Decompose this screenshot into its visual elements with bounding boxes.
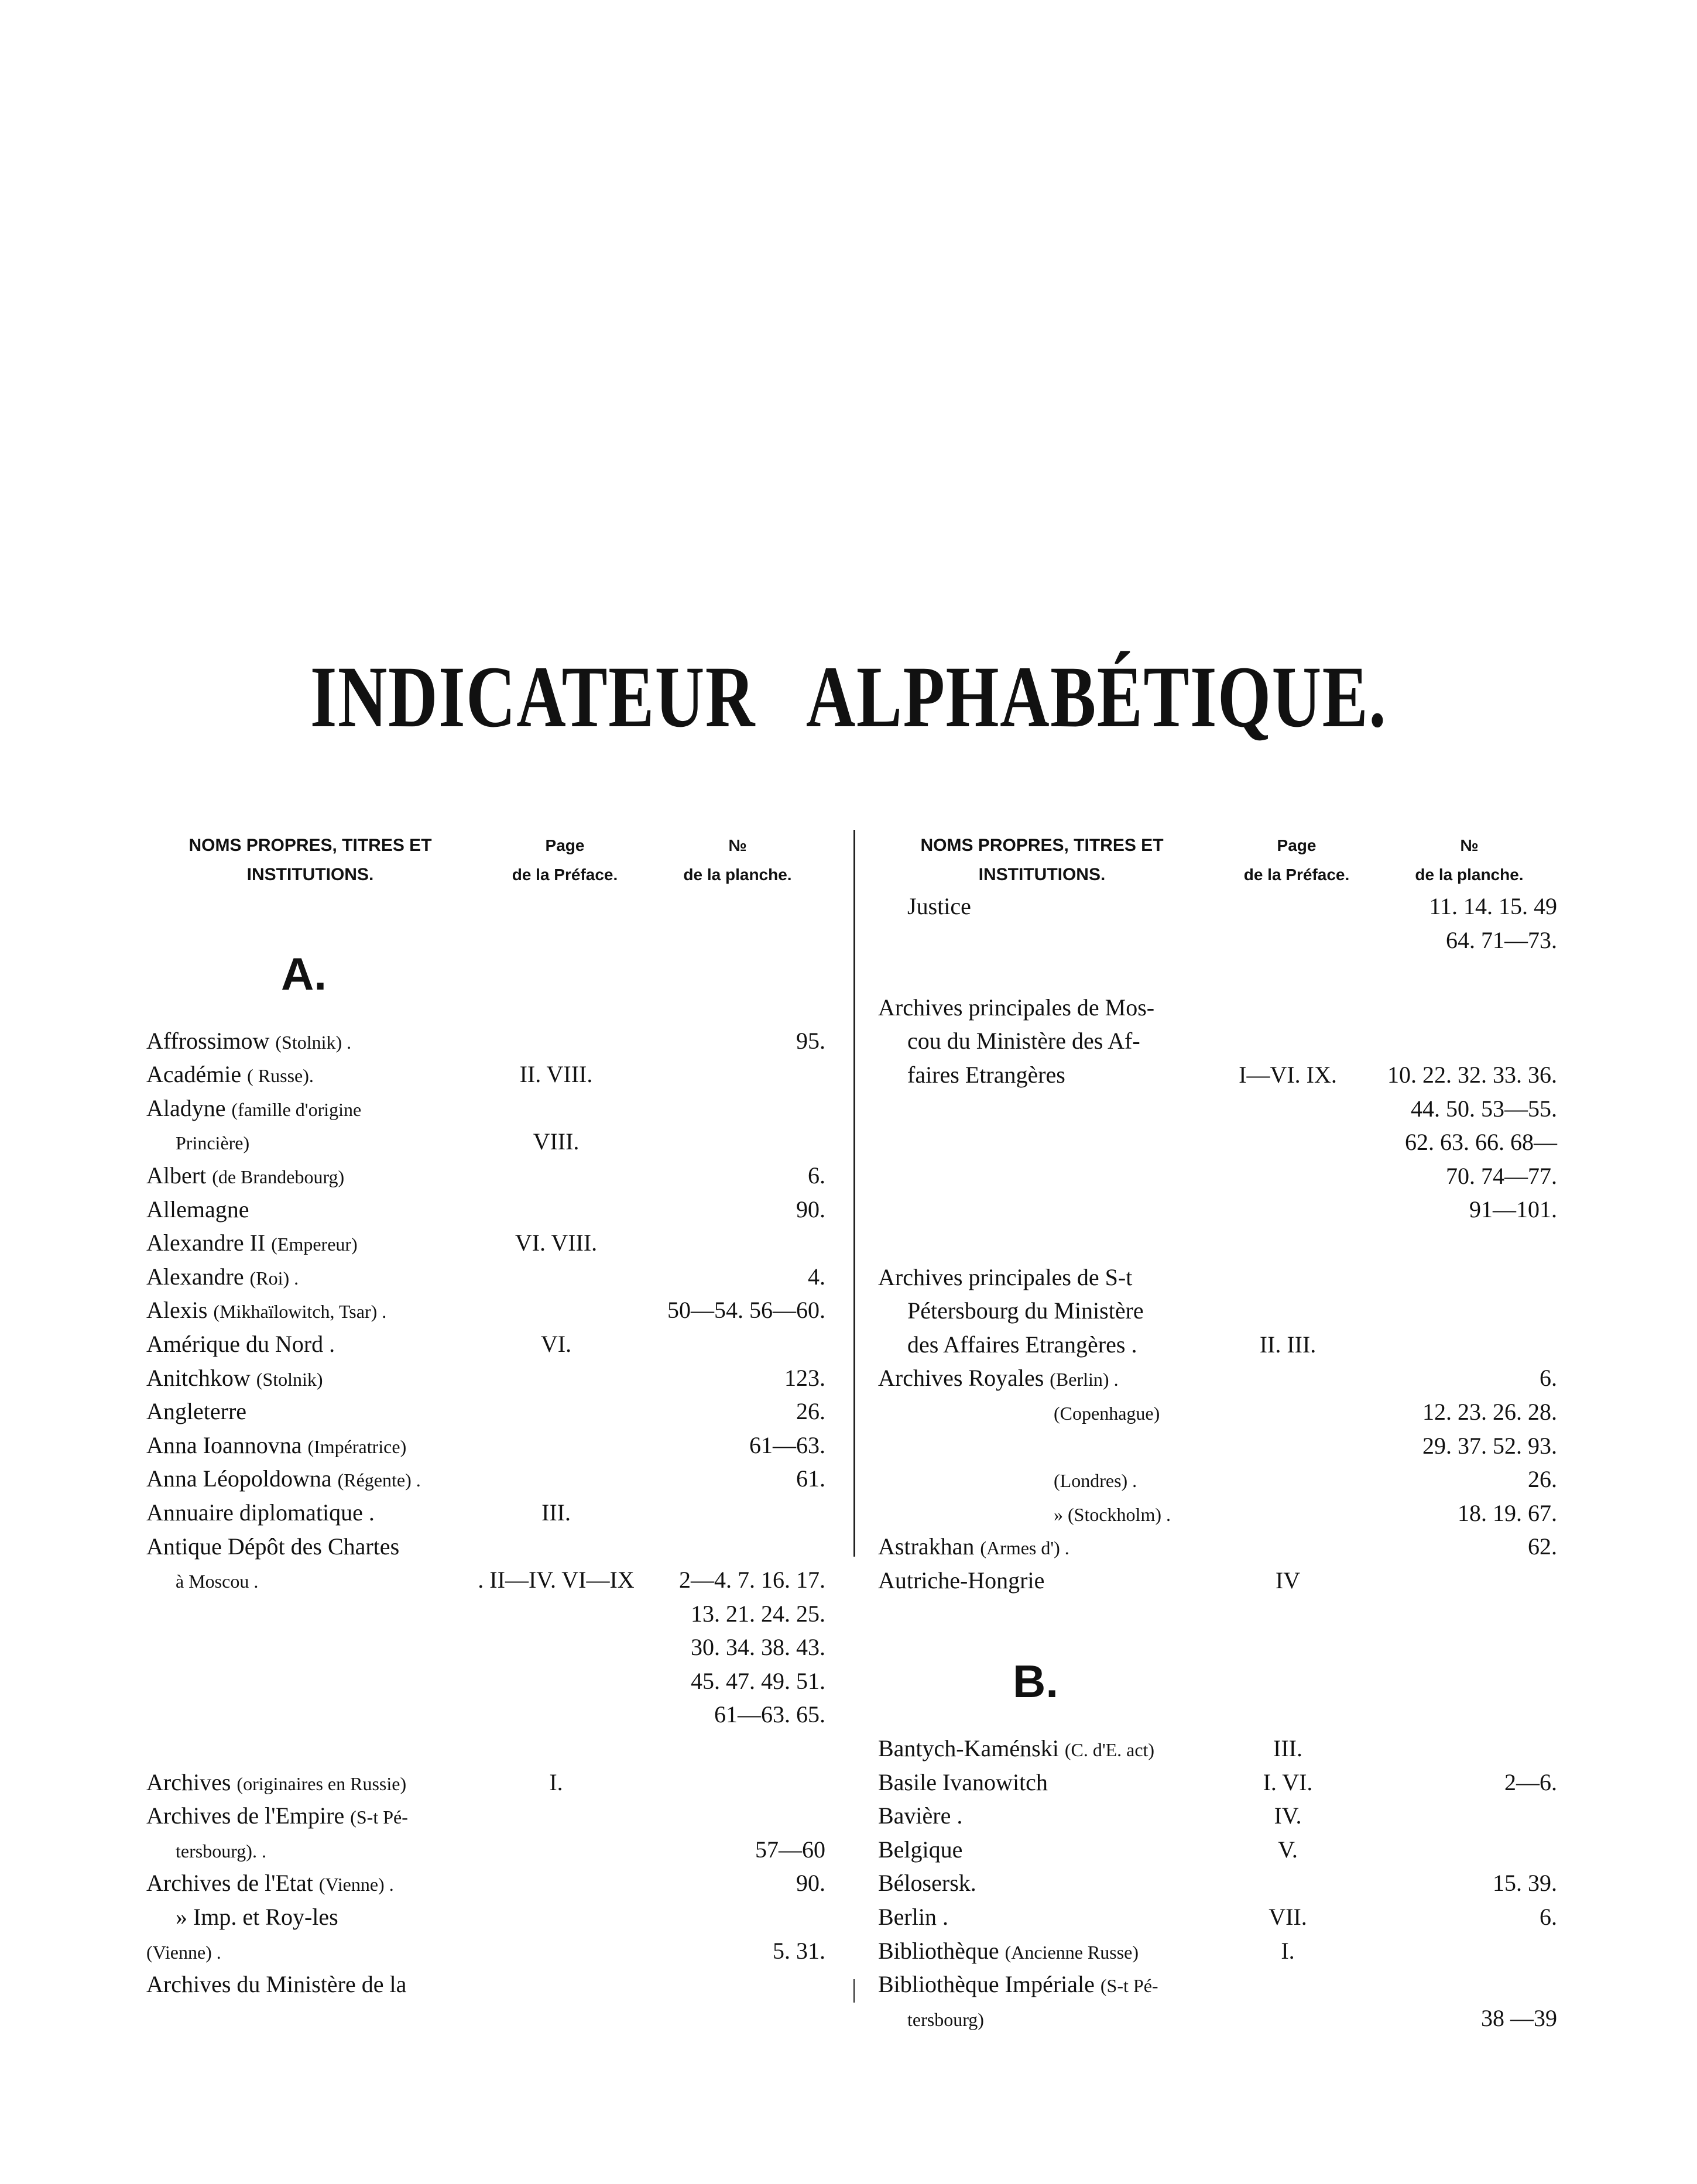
index-entry <box>878 1530 1563 1564</box>
index-entry <box>878 923 1563 957</box>
entry-plate-number: 61—63. 65. <box>714 1701 825 1728</box>
entry-plate-number: 61. <box>796 1465 825 1492</box>
entry-name-text: Antique Dépôt des Chartes <box>146 1533 400 1560</box>
index-entry <box>146 1327 831 1361</box>
header-names: NOMS PROPRES, TITRES ET INSTITUTIONS. <box>188 836 432 884</box>
blank-row <box>146 890 831 923</box>
blank-row <box>878 1227 1563 1261</box>
entry-preface-page: III. <box>1273 1735 1302 1762</box>
entry-name <box>146 1024 351 1060</box>
entry-name <box>878 1900 948 1936</box>
entry-plate-number: 13. 21. 24. 25. <box>691 1600 825 1627</box>
entry-qualifier: à Moscou . <box>176 1571 259 1592</box>
entry-name-text: Allemagne <box>146 1196 249 1223</box>
entry-name <box>878 1967 1158 2003</box>
index-entry <box>878 1564 1563 1598</box>
entry-name <box>878 1866 976 1902</box>
entry-name <box>176 1563 258 1599</box>
entry-name-text: Angleterre <box>146 1398 247 1425</box>
entry-name <box>146 1934 221 1970</box>
entry-name-text: Albert <box>146 1162 207 1189</box>
entry-name <box>176 1125 249 1160</box>
entry-preface-page: III. <box>541 1499 571 1526</box>
entry-name <box>1054 1496 1171 1532</box>
entry-name <box>146 1091 361 1127</box>
entry-qualifier: (S-t Pé- <box>350 1807 408 1828</box>
index-entry <box>146 1125 831 1159</box>
entry-name <box>146 1193 249 1228</box>
entry-qualifier: (Ancienne Russe) <box>1005 1941 1139 1963</box>
index-entry <box>878 1934 1563 1968</box>
entry-name <box>146 1057 314 1093</box>
column-header <box>878 831 1563 890</box>
entry-name <box>146 1361 323 1397</box>
entry-plate-number: 29. 37. 52. 93. <box>1422 1432 1557 1459</box>
entry-plate-number: 123. <box>784 1364 825 1391</box>
entry-name <box>146 1159 344 1194</box>
entry-name-text: Bélosersk. <box>878 1870 976 1897</box>
index-entry <box>146 1260 831 1294</box>
left-column <box>146 831 831 2001</box>
entry-name-text: Basile Ivanowitch <box>878 1769 1048 1795</box>
entry-name-text: Anna Léopoldowna <box>146 1465 332 1492</box>
entry-name <box>146 1799 408 1835</box>
blank-row <box>878 1597 1563 1631</box>
entry-name <box>878 1261 1132 1296</box>
entry-name <box>1054 1462 1137 1498</box>
entry-plate-number: 6. <box>808 1162 825 1189</box>
section-letter <box>146 923 831 1024</box>
index-entry <box>146 1226 831 1260</box>
entry-name-text: Astrakhan <box>878 1533 975 1560</box>
index-entry <box>878 1395 1563 1429</box>
header-page: Page de la Préface. <box>512 836 618 884</box>
entry-name-text: Berlin . <box>878 1904 948 1931</box>
index-entry <box>878 1294 1563 1328</box>
index-entry <box>878 1732 1563 1766</box>
entry-qualifier: (originaires en Russie) <box>236 1773 407 1794</box>
entry-name <box>146 1395 246 1430</box>
entry-plate-number: 6. <box>1540 1365 1557 1392</box>
entry-plate-number: 44. 50. 53—55. <box>1411 1095 1557 1122</box>
entry-name-text: Archives du Ministère de la <box>146 1971 407 1998</box>
entry-name-text: Académie <box>146 1061 242 1088</box>
index-entry <box>878 2001 1563 2035</box>
entry-plate-number: 90. <box>796 1870 825 1897</box>
index-entry <box>878 1496 1563 1530</box>
page-title: INDICATEUR ALPHABÉTIQUE. <box>310 648 1387 746</box>
index-entry <box>146 1395 831 1428</box>
index-entry <box>146 1900 831 1934</box>
entry-name <box>878 1732 1154 1767</box>
entry-name-text: » Imp. et Roy-les <box>176 1904 338 1931</box>
entry-name <box>878 1934 1139 1970</box>
entry-plate-number: 91—101. <box>1469 1196 1557 1223</box>
entry-preface-page: VIII. <box>533 1128 580 1155</box>
entry-qualifier: (Roi) . <box>249 1267 299 1289</box>
index-entry <box>146 1091 831 1125</box>
entry-plate-number: 57—60 <box>755 1836 825 1863</box>
entry-name <box>878 991 1154 1026</box>
index-entry <box>146 1057 831 1091</box>
entry-qualifier: ( Russe). <box>247 1065 314 1087</box>
entry-name <box>146 1766 406 1801</box>
entry-name <box>907 1024 1140 1060</box>
index-entry <box>878 1866 1563 1900</box>
entry-plate-number: 50—54. 56—60. <box>667 1297 825 1324</box>
index-entry <box>146 1630 831 1664</box>
index-entry <box>878 1833 1563 1867</box>
entry-name <box>907 890 971 925</box>
entry-preface-page: I. <box>1281 1937 1295 1964</box>
entry-name <box>176 1833 266 1869</box>
entry-name <box>146 1967 406 2003</box>
header-plate: № de la planche. <box>1415 836 1524 884</box>
entry-preface-page: IV <box>1275 1567 1301 1594</box>
entry-name-text: Archives de l'Etat <box>146 1870 313 1897</box>
header-plate: № de la planche. <box>683 836 792 884</box>
entry-name-text: Alexandre II <box>146 1230 266 1256</box>
entry-name <box>878 1530 1069 1565</box>
right-column <box>878 831 1563 2035</box>
entry-name-text: Anitchkow <box>146 1364 251 1391</box>
entry-name <box>878 1564 1044 1599</box>
entry-name <box>907 1328 1137 1364</box>
entry-name-text: Bavière . <box>878 1802 963 1829</box>
entry-preface-page: V. <box>1278 1836 1298 1863</box>
entry-qualifier: (Londres) . <box>1054 1470 1137 1492</box>
entry-qualifier: (Armes d') . <box>980 1537 1069 1559</box>
entry-preface-page: VI. <box>540 1330 572 1357</box>
index-entry <box>146 1530 831 1564</box>
column-header <box>146 831 831 890</box>
entry-name-text: Justice <box>907 893 971 919</box>
index-entry <box>146 1024 831 1058</box>
entry-plate-number: 10. 22. 32. 33. 36. <box>1387 1061 1557 1088</box>
header-names: NOMS PROPRES, TITRES ET INSTITUTIONS. <box>920 836 1164 884</box>
entry-qualifier: (Mikhaïlowitch, Tsar) . <box>213 1301 387 1323</box>
index-entries-right <box>878 890 1563 2035</box>
entry-plate-number: 26. <box>796 1398 825 1425</box>
entry-qualifier: (Vienne) . <box>146 1941 221 1963</box>
entry-name <box>146 1293 386 1329</box>
index-entry <box>878 1462 1563 1496</box>
entry-name-text: Archives <box>146 1769 231 1795</box>
index-entry <box>878 1799 1563 1833</box>
entry-qualifier: (Berlin) . <box>1050 1369 1119 1390</box>
entry-preface-page: VI. VIII. <box>515 1230 598 1256</box>
entry-qualifier: (Vienne) . <box>318 1874 394 1895</box>
entry-name <box>907 1058 1065 1094</box>
entry-name <box>1054 1395 1160 1431</box>
entry-qualifier: (de Brandebourg) <box>212 1166 345 1187</box>
section-letter <box>878 1631 1563 1732</box>
entry-name-text: Archives principales de Mos- <box>878 994 1155 1021</box>
index-entry <box>146 1698 831 1732</box>
entry-name-text: Belgique <box>878 1836 963 1863</box>
index-entry <box>878 1429 1563 1463</box>
entry-name <box>146 1260 299 1296</box>
entry-name <box>146 1866 394 1902</box>
index-entry <box>878 1125 1563 1159</box>
entry-name-text: Aladyne <box>146 1094 226 1121</box>
entry-plate-number: 15. 39. <box>1493 1870 1557 1897</box>
index-entry <box>878 1193 1563 1227</box>
entry-name-text: cou du Ministère des Af- <box>907 1028 1140 1055</box>
entry-name-text: faires Etrangères <box>907 1061 1065 1088</box>
entry-qualifier: (S-t Pé- <box>1100 1975 1158 1997</box>
entry-plate-number: 2—4. 7. 16. 17. <box>679 1567 825 1594</box>
blank-row <box>146 1732 831 1766</box>
index-entry <box>146 1193 831 1227</box>
entry-qualifier: tersbourg) <box>907 2008 984 2030</box>
index-entry <box>146 1597 831 1631</box>
entry-plate-number: 18. 19. 67. <box>1458 1499 1557 1526</box>
entry-preface-page: VII. <box>1269 1904 1307 1931</box>
entry-name-text: Bantych-Kaménski <box>878 1735 1059 1762</box>
index-entry <box>878 1900 1563 1934</box>
entry-name-text: Pétersbourg du Ministère <box>907 1297 1144 1324</box>
entry-plate-number: 45. 47. 49. 51. <box>691 1667 825 1694</box>
column-divider <box>853 830 855 1557</box>
entry-preface-page: IV. <box>1274 1802 1302 1829</box>
entry-plate-number: 5. 31. <box>773 1937 825 1964</box>
entry-qualifier: » (Stockholm) . <box>1054 1503 1171 1525</box>
entry-name <box>878 1833 962 1869</box>
entry-name <box>146 1496 375 1531</box>
entry-plate-number: 30. 34. 38. 43. <box>691 1634 825 1661</box>
blank-row <box>878 957 1563 991</box>
entry-name-text: Annuaire diplomatique . <box>146 1499 375 1526</box>
entry-name <box>907 1294 1144 1330</box>
entry-name-text: Alexandre <box>146 1263 244 1290</box>
entry-qualifier: (Impératrice) <box>307 1436 407 1457</box>
entry-name <box>878 1799 962 1835</box>
entry-plate-number: 64. 71—73. <box>1446 926 1557 953</box>
entry-qualifier: (Stolnik) . <box>275 1031 352 1053</box>
index-entry <box>146 1563 831 1597</box>
entry-plate-number: 38 —39 <box>1481 2004 1557 2031</box>
entry-name <box>878 1766 1048 1801</box>
entry-plate-number: 62. 63. 66. 68— <box>1405 1129 1557 1156</box>
entry-name-text: Autriche-Hongrie <box>878 1567 1045 1594</box>
index-entry <box>878 991 1563 1025</box>
entry-name <box>146 1530 399 1565</box>
entry-qualifier: (C. d'E. act) <box>1064 1739 1155 1761</box>
index-entry <box>146 1293 831 1327</box>
entry-name <box>146 1428 406 1464</box>
index-entry <box>878 890 1563 923</box>
entry-name <box>146 1462 421 1498</box>
entry-qualifier: tersbourg). . <box>176 1840 266 1862</box>
index-entry <box>878 1967 1563 2001</box>
entry-name <box>176 1900 338 1936</box>
entry-qualifier: (famille d'origine <box>231 1098 362 1120</box>
entry-preface-page: II. III. <box>1259 1331 1317 1358</box>
entry-plate-number: 62. <box>1528 1533 1557 1560</box>
index-entry <box>878 1766 1563 1800</box>
entry-plate-number: 2—6. <box>1504 1769 1557 1795</box>
index-entry <box>146 1766 831 1800</box>
index-entry <box>146 1496 831 1530</box>
entry-name-text: des Affaires Etrangères . <box>907 1331 1137 1358</box>
entry-qualifier: (Copenhague) <box>1054 1402 1160 1424</box>
entry-plate-number: 90. <box>796 1196 825 1223</box>
column-divider-end <box>853 1979 855 2003</box>
entry-plate-number: 6. <box>1540 1904 1557 1931</box>
index-entry <box>878 1261 1563 1294</box>
index-entry <box>146 1428 831 1462</box>
entry-preface-page: II. VIII. <box>519 1061 593 1088</box>
entry-name-text: Anna Ioannovna <box>146 1431 302 1458</box>
entry-name <box>878 1361 1119 1397</box>
index-entry <box>146 1934 831 1968</box>
entry-qualifier: (Régente) . <box>337 1469 421 1491</box>
entry-preface-page: I—VI. IX. <box>1239 1061 1337 1088</box>
index-entry <box>146 1462 831 1496</box>
entry-qualifier: Princière) <box>176 1132 250 1154</box>
index-entry <box>878 1024 1563 1058</box>
index-entries-left <box>146 890 831 2001</box>
index-entry <box>878 1092 1563 1126</box>
entry-plate-number: 70. 74—77. <box>1446 1162 1557 1189</box>
entry-qualifier: (Stolnik) <box>256 1368 323 1390</box>
entry-name-text: Archives principales de S-t <box>878 1263 1133 1290</box>
header-page: Page de la Préface. <box>1243 836 1350 884</box>
section-letter-text: B. <box>1013 1656 1058 1708</box>
entry-name-text: Archives Royales <box>878 1365 1044 1392</box>
entry-name <box>146 1327 335 1363</box>
index-entry <box>146 1967 831 2001</box>
section-letter-text: A. <box>281 947 327 1000</box>
entry-name-text: Amérique du Nord . <box>146 1330 335 1357</box>
index-entry <box>146 1361 831 1395</box>
index-entry <box>146 1833 831 1867</box>
entry-plate-number: 4. <box>808 1263 825 1290</box>
entry-qualifier: (Empereur) <box>271 1234 358 1255</box>
index-entry <box>878 1058 1563 1092</box>
entry-name-text: Bibliothèque <box>878 1937 999 1964</box>
entry-name <box>146 1226 358 1262</box>
index-entry <box>146 1664 831 1698</box>
index-entry <box>146 1799 831 1833</box>
entry-preface-page: I. <box>549 1769 563 1795</box>
entry-plate-number: 95. <box>796 1027 825 1054</box>
entry-name <box>907 2001 984 2037</box>
entry-plate-number: 26. <box>1528 1466 1557 1493</box>
entry-name-text: Alexis <box>146 1297 208 1324</box>
entry-name-text: Bibliothèque Impériale <box>878 1971 1095 1998</box>
entry-plate-number: 12. 23. 26. 28. <box>1422 1398 1557 1425</box>
entry-preface-page: I. VI. <box>1263 1769 1313 1795</box>
index-entry <box>878 1361 1563 1395</box>
index-entry <box>878 1328 1563 1362</box>
index-entry <box>146 1159 831 1193</box>
entry-plate-number: 61—63. <box>749 1431 825 1458</box>
index-entry <box>878 1159 1563 1193</box>
entry-preface-page: . II—IV. VI—IX <box>478 1567 635 1594</box>
entry-name-text: Archives de l'Empire <box>146 1802 345 1829</box>
index-entry <box>146 1866 831 1900</box>
entry-name-text: Affrossimow <box>146 1027 270 1054</box>
entry-plate-number: 11. 14. 15. 49 <box>1429 893 1557 919</box>
